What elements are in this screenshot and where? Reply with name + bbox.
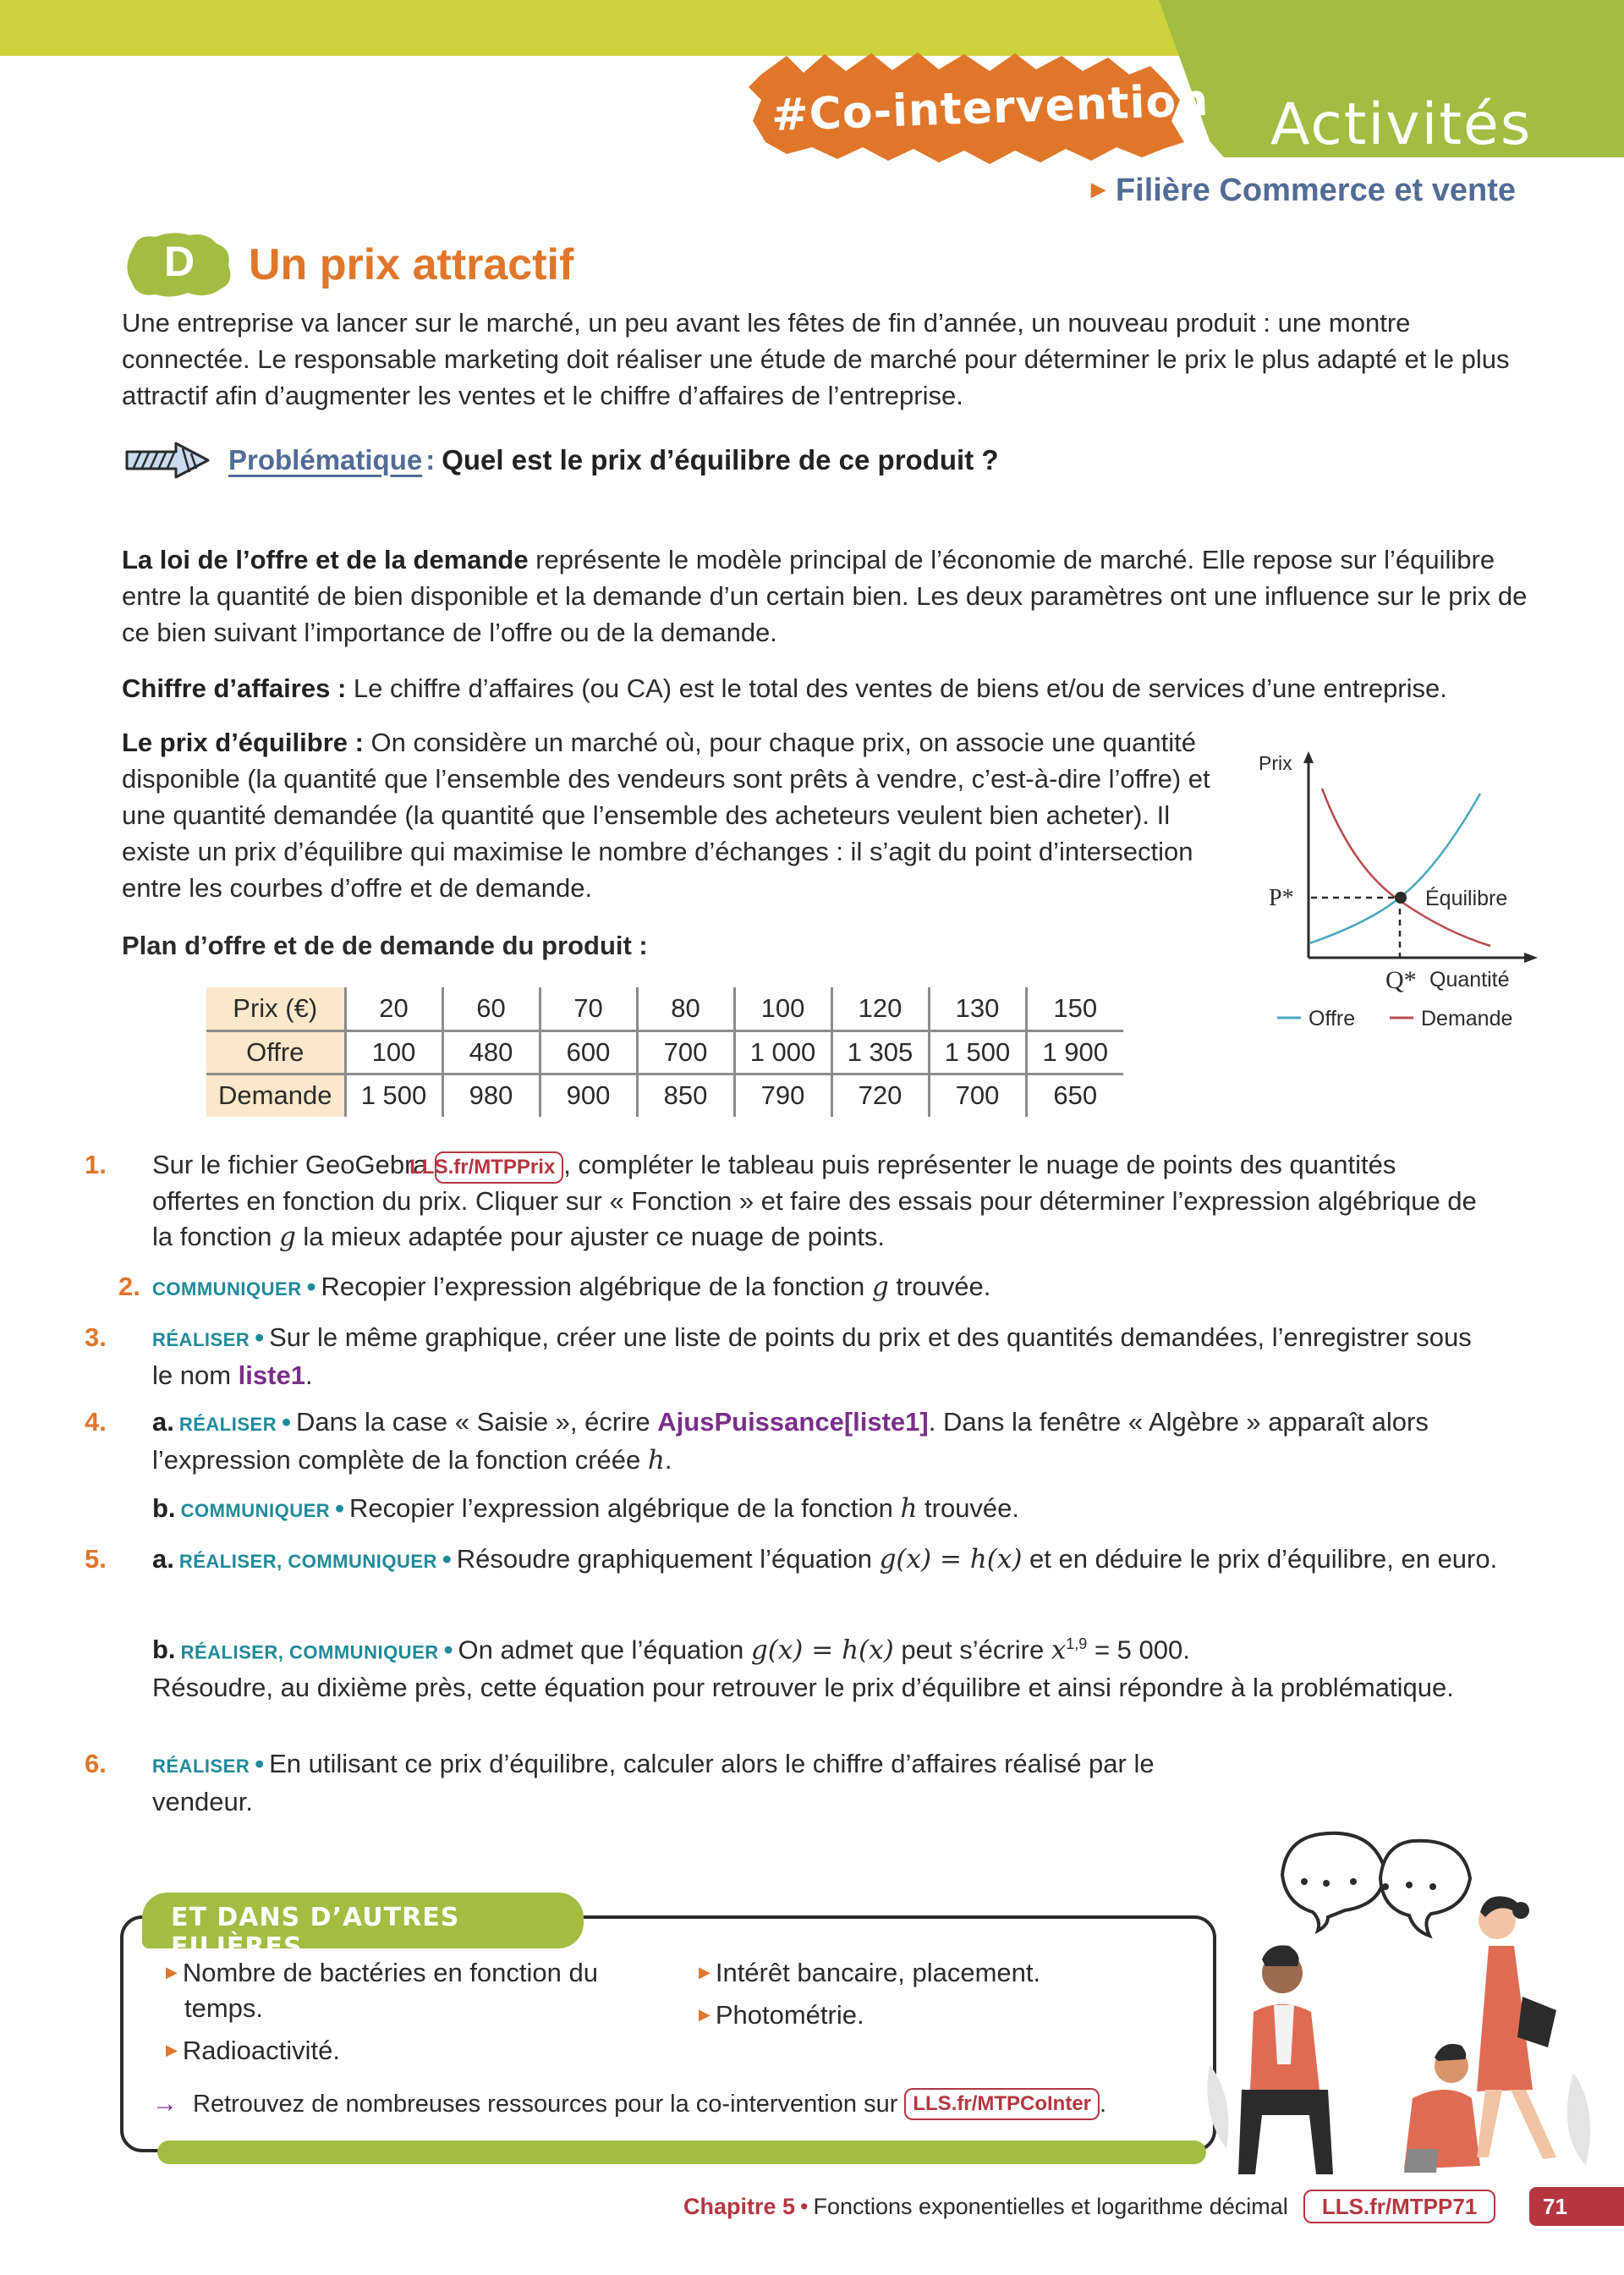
person-crouching bbox=[1404, 2044, 1480, 2173]
sub-label: b. bbox=[152, 1635, 176, 1665]
q-star-label: Q* bbox=[1385, 966, 1417, 994]
section-title: Un prix attractif bbox=[249, 240, 574, 289]
question-text: En utilisant ce prix d’équilibre, calculer alors le chiffre d’affaires réalisé par le vendeur. bbox=[152, 1749, 1155, 1816]
people-illustration bbox=[1201, 1794, 1624, 2191]
plan-heading: Plan d’offre et de de demande du produit : bbox=[122, 931, 648, 960]
question-4a bbox=[85, 1404, 1539, 1478]
table-cell: 600 bbox=[540, 1030, 637, 1074]
table-row bbox=[206, 1074, 1123, 1117]
table-row bbox=[206, 987, 1123, 1030]
table-cell: 1 500 bbox=[345, 1074, 442, 1117]
math-var: x bbox=[1051, 1635, 1067, 1666]
table-cell: 100 bbox=[345, 1030, 442, 1074]
geogebra-link[interactable]: LLS.fr/MTPPrix bbox=[435, 1151, 563, 1184]
equilibre-paragraph bbox=[122, 724, 1230, 906]
table-cell: 20 bbox=[345, 987, 442, 1030]
question-text: Résoudre, au dixième près, cette équation pour retrouver le prix d’équilibre et ainsi répondre à la problématique. bbox=[152, 1673, 1454, 1703]
page-number: 71 bbox=[1529, 2187, 1624, 2226]
section-letter: D bbox=[164, 238, 195, 285]
sub-label: a. bbox=[152, 1544, 174, 1574]
math-equation: g(x) = h(x) bbox=[750, 1635, 894, 1666]
question-number: 1. bbox=[85, 1150, 107, 1179]
question-number: 4. bbox=[85, 1407, 107, 1437]
table-cell: 130 bbox=[929, 987, 1026, 1030]
table-cell: 480 bbox=[442, 1030, 540, 1074]
other-filieres-title: ET DANS D’AUTRES FILIÈRES... bbox=[171, 1903, 460, 1962]
legend-offre-label: Offre bbox=[1309, 1007, 1356, 1030]
table-cell: 850 bbox=[637, 1074, 734, 1117]
table-cell: 700 bbox=[637, 1030, 734, 1074]
table-cell: 650 bbox=[1026, 1074, 1123, 1117]
skill-tag: COMMUNIQUER bbox=[152, 1278, 302, 1300]
table-cell: 120 bbox=[831, 987, 929, 1030]
intro-paragraph: Une entreprise va lancer sur le marché, un peu avant les fêtes de fin d’année, un nouveau produit : une montre connectée. Le responsable marketing doit réaliser une étude de marché pour déterminer le prix le plus adapté et le plus attractif afin d’augmenter les ventes et le chiffre d’affaires de l’entreprise. bbox=[122, 308, 1510, 410]
other-item-text: Photométrie. bbox=[715, 2000, 864, 2030]
question-5a bbox=[85, 1541, 1539, 1580]
triangle-icon: ▶ bbox=[166, 2041, 178, 2058]
highlight-code: AjusPuissance[liste1] bbox=[657, 1407, 929, 1437]
resources-text: Retrouvez de nombreuses ressources pour la co-intervention sur bbox=[193, 2090, 898, 2118]
table-row bbox=[206, 1030, 1123, 1074]
skill-tag: RÉALISER bbox=[152, 1756, 250, 1777]
other-item bbox=[166, 1954, 639, 2026]
page-link[interactable]: LLS.fr/MTPP71 bbox=[1303, 2190, 1495, 2223]
question-number: 2. bbox=[118, 1272, 140, 1301]
question-1 bbox=[85, 1147, 1489, 1255]
question-text: On admet que l’équation bbox=[458, 1635, 751, 1665]
demand-curve bbox=[1322, 789, 1490, 946]
skill-tag: COMMUNIQUER bbox=[180, 1500, 331, 1521]
other-item-text: Intérêt bancaire, placement. bbox=[715, 1958, 1041, 1987]
table-cell: 1 500 bbox=[929, 1030, 1026, 1074]
question-text: la mieux adaptée pour ajuster ce nuage de points. bbox=[295, 1222, 886, 1251]
equilibrium-point bbox=[1395, 892, 1407, 904]
question-text: trouvée. bbox=[888, 1272, 991, 1301]
sub-label: b. bbox=[152, 1493, 176, 1523]
question-number: 5. bbox=[85, 1544, 107, 1574]
y-axis-label: Prix bbox=[1259, 752, 1292, 774]
table-cell: 980 bbox=[442, 1074, 540, 1117]
problematique bbox=[123, 440, 999, 481]
activites-label: Activités bbox=[1270, 91, 1533, 158]
resources-line bbox=[152, 2088, 1106, 2120]
table-cell: 720 bbox=[831, 1074, 929, 1117]
row-header: Prix (€) bbox=[206, 987, 345, 1030]
question-text: . bbox=[304, 1360, 313, 1390]
footer-bullet: • bbox=[800, 2193, 809, 2219]
question-text: Recopier l’expression algébrique de la fonction bbox=[321, 1272, 872, 1301]
offer-demand-table bbox=[206, 987, 1123, 1117]
resources-end: . bbox=[1100, 2090, 1107, 2118]
question-text: peut s’écrire bbox=[893, 1635, 1051, 1665]
question-text: . bbox=[664, 1445, 672, 1475]
question-text: Résoudre graphiquement l’équation bbox=[456, 1544, 880, 1574]
speech-bubble-icon bbox=[1282, 1833, 1470, 1936]
skill-tag: RÉALISER, COMMUNIQUER bbox=[180, 1641, 439, 1663]
question-text: Sur le même graphique, créer une liste de points du prix et des quantités demandées, l’enregistrer sous le nom bbox=[152, 1322, 1472, 1390]
question-number: 6. bbox=[85, 1749, 107, 1778]
table-cell: 1 000 bbox=[734, 1030, 831, 1074]
math-equation: g(x) = h(x) bbox=[879, 1544, 1023, 1574]
y-axis-arrow bbox=[1303, 751, 1314, 763]
question-text: et en déduire le prix d’équilibre, en euro. bbox=[1022, 1544, 1498, 1574]
equilibre-label: Équilibre bbox=[1425, 887, 1508, 910]
table-cell: 80 bbox=[637, 987, 734, 1030]
eq-text: On considère un marché où, pour chaque prix, on associe une quantité disponible (la quantité que l’ensemble des vendeurs sont prêts à vendre, c’est-à-dire l’offre) et une quantité demandée (la quantité que l’ensemble des acheteurs veulent bien acheter). Il existe un prix d’équilibre qui maximise le nombre d’échanges : il s’agit du point d’intersection entre les courbes d’offre et de demande. bbox=[122, 728, 1210, 903]
problematique-question: Quel est le prix d’équilibre de ce produit ? bbox=[442, 444, 999, 475]
section-letter-badge bbox=[122, 230, 237, 299]
question-2 bbox=[118, 1269, 990, 1307]
separator-dot: • bbox=[442, 1544, 452, 1574]
page-footer bbox=[683, 2190, 1495, 2223]
separator-dot: • bbox=[255, 1749, 265, 1778]
problematique-label: Problématique bbox=[228, 444, 423, 475]
x-axis-label: Quantité bbox=[1429, 968, 1510, 992]
resources-link[interactable]: LLS.fr/MTPCoInter bbox=[904, 2088, 1100, 2120]
loi-term: La loi de l’offre et de la demande bbox=[122, 545, 529, 574]
question-text: , compléter le tableau puis représenter le nuage de points des quantités offertes en fonction du prix. Cliquer sur « Fonction » et faire des essais pour déterminer l’expression algébrique de la fonction bbox=[152, 1150, 1477, 1251]
math-exponent: 1,9 bbox=[1066, 1635, 1088, 1652]
question-text: = 5 000. bbox=[1087, 1635, 1190, 1665]
row-header: Offre bbox=[206, 1030, 345, 1074]
table-cell: 700 bbox=[929, 1074, 1026, 1117]
arrow-icon bbox=[123, 440, 217, 481]
loi-paragraph bbox=[122, 541, 1543, 651]
question-text: trouvée. bbox=[917, 1493, 1020, 1523]
question-number: 3. bbox=[85, 1322, 107, 1352]
table-cell: 100 bbox=[734, 987, 831, 1030]
chapter-label: Chapitre 5 bbox=[683, 2193, 796, 2219]
person-sitting bbox=[1238, 1945, 1333, 2174]
other-item-text: Radioactivité. bbox=[182, 2036, 340, 2065]
chapter-title: Fonctions exponentielles et logarithme décimal bbox=[813, 2193, 1288, 2219]
separator-dot: • bbox=[335, 1493, 345, 1523]
question-text: Sur le fichier GeoGebra bbox=[152, 1150, 436, 1179]
problematique-colon: : bbox=[425, 444, 436, 475]
ca-text: Le chiffre d’affaires (ou CA) est le total des ventes de biens et/ou de services d’une entreprise. bbox=[346, 673, 1447, 703]
loi-text: représente le modèle principal de l’économie de marché. Elle repose sur l’équilibre entre la quantité de bien disponible et la demande d’un certain bien. Les deux paramètres ont une influence sur le prix de ce bien suivant l’importance de l’offre ou de la demande. bbox=[122, 545, 1528, 647]
table-cell: 1 900 bbox=[1026, 1030, 1123, 1074]
supply-demand-graph bbox=[1252, 736, 1539, 1041]
other-item bbox=[166, 2032, 340, 2069]
eq-term: Le prix d’équilibre : bbox=[122, 728, 364, 757]
p-star-label: P* bbox=[1269, 885, 1294, 911]
ca-term: Chiffre d’affaires : bbox=[122, 673, 347, 703]
math-var: h bbox=[647, 1445, 665, 1475]
skill-tag: RÉALISER, COMMUNIQUER bbox=[178, 1551, 437, 1572]
table-cell: 60 bbox=[442, 987, 540, 1030]
separator-dot: • bbox=[306, 1272, 316, 1301]
triangle-icon: ▶ bbox=[166, 1964, 178, 1981]
x-axis-arrow bbox=[1524, 953, 1538, 963]
other-filieres-bar bbox=[157, 2140, 1206, 2164]
question-3 bbox=[85, 1320, 1489, 1393]
table-cell: 900 bbox=[540, 1074, 637, 1117]
other-item-text: Nombre de bactéries en fonction du temps. bbox=[182, 1958, 598, 2023]
arrow-right-icon: → bbox=[152, 2090, 178, 2118]
other-filieres-tab bbox=[142, 1893, 584, 1962]
question-text: . Dans la fenêtre « Algèbre » apparaît alors l’expression complète de la fonction créée bbox=[152, 1407, 1429, 1475]
question-text: Recopier l’expression algébrique de la fonction bbox=[349, 1493, 901, 1523]
table-cell: 1 305 bbox=[831, 1030, 929, 1074]
question-text: Dans la case « Saisie », écrire bbox=[295, 1407, 658, 1437]
skill-tag: RÉALISER bbox=[152, 1329, 250, 1350]
sub-label: a. bbox=[152, 1407, 174, 1437]
separator-dot: • bbox=[255, 1322, 265, 1352]
triangle-icon: ▶ bbox=[699, 1964, 710, 1981]
skill-tag: RÉALISER bbox=[178, 1414, 277, 1435]
cointervention-label: #Co-intervention bbox=[771, 74, 1210, 142]
section-header bbox=[122, 227, 573, 303]
person-walking bbox=[1477, 1896, 1556, 2159]
math-var: g bbox=[871, 1272, 889, 1302]
ca-paragraph bbox=[122, 670, 1560, 706]
triangle-icon: ▶ bbox=[699, 2006, 710, 2023]
table-cell: 70 bbox=[540, 987, 637, 1030]
other-item bbox=[699, 1954, 1040, 1991]
filiere-label bbox=[1091, 173, 1516, 209]
question-4b bbox=[118, 1491, 1019, 1529]
separator-dot: • bbox=[443, 1635, 453, 1665]
table-cell: 790 bbox=[734, 1074, 831, 1117]
row-header: Demande bbox=[206, 1074, 345, 1117]
highlight-code: liste1 bbox=[238, 1360, 305, 1390]
filiere-text: Filière Commerce et vente bbox=[1115, 173, 1517, 208]
question-6 bbox=[85, 1746, 1167, 1820]
triangle-icon: ▶ bbox=[1091, 179, 1106, 200]
legend-demande-label: Demande bbox=[1421, 1007, 1513, 1030]
math-var: g bbox=[278, 1222, 296, 1252]
separator-dot: • bbox=[282, 1407, 291, 1437]
supply-curve bbox=[1309, 794, 1480, 943]
math-var: h bbox=[900, 1493, 918, 1524]
question-5b bbox=[118, 1626, 1455, 1706]
table-cell: 150 bbox=[1026, 987, 1123, 1030]
other-item bbox=[699, 1997, 864, 2033]
